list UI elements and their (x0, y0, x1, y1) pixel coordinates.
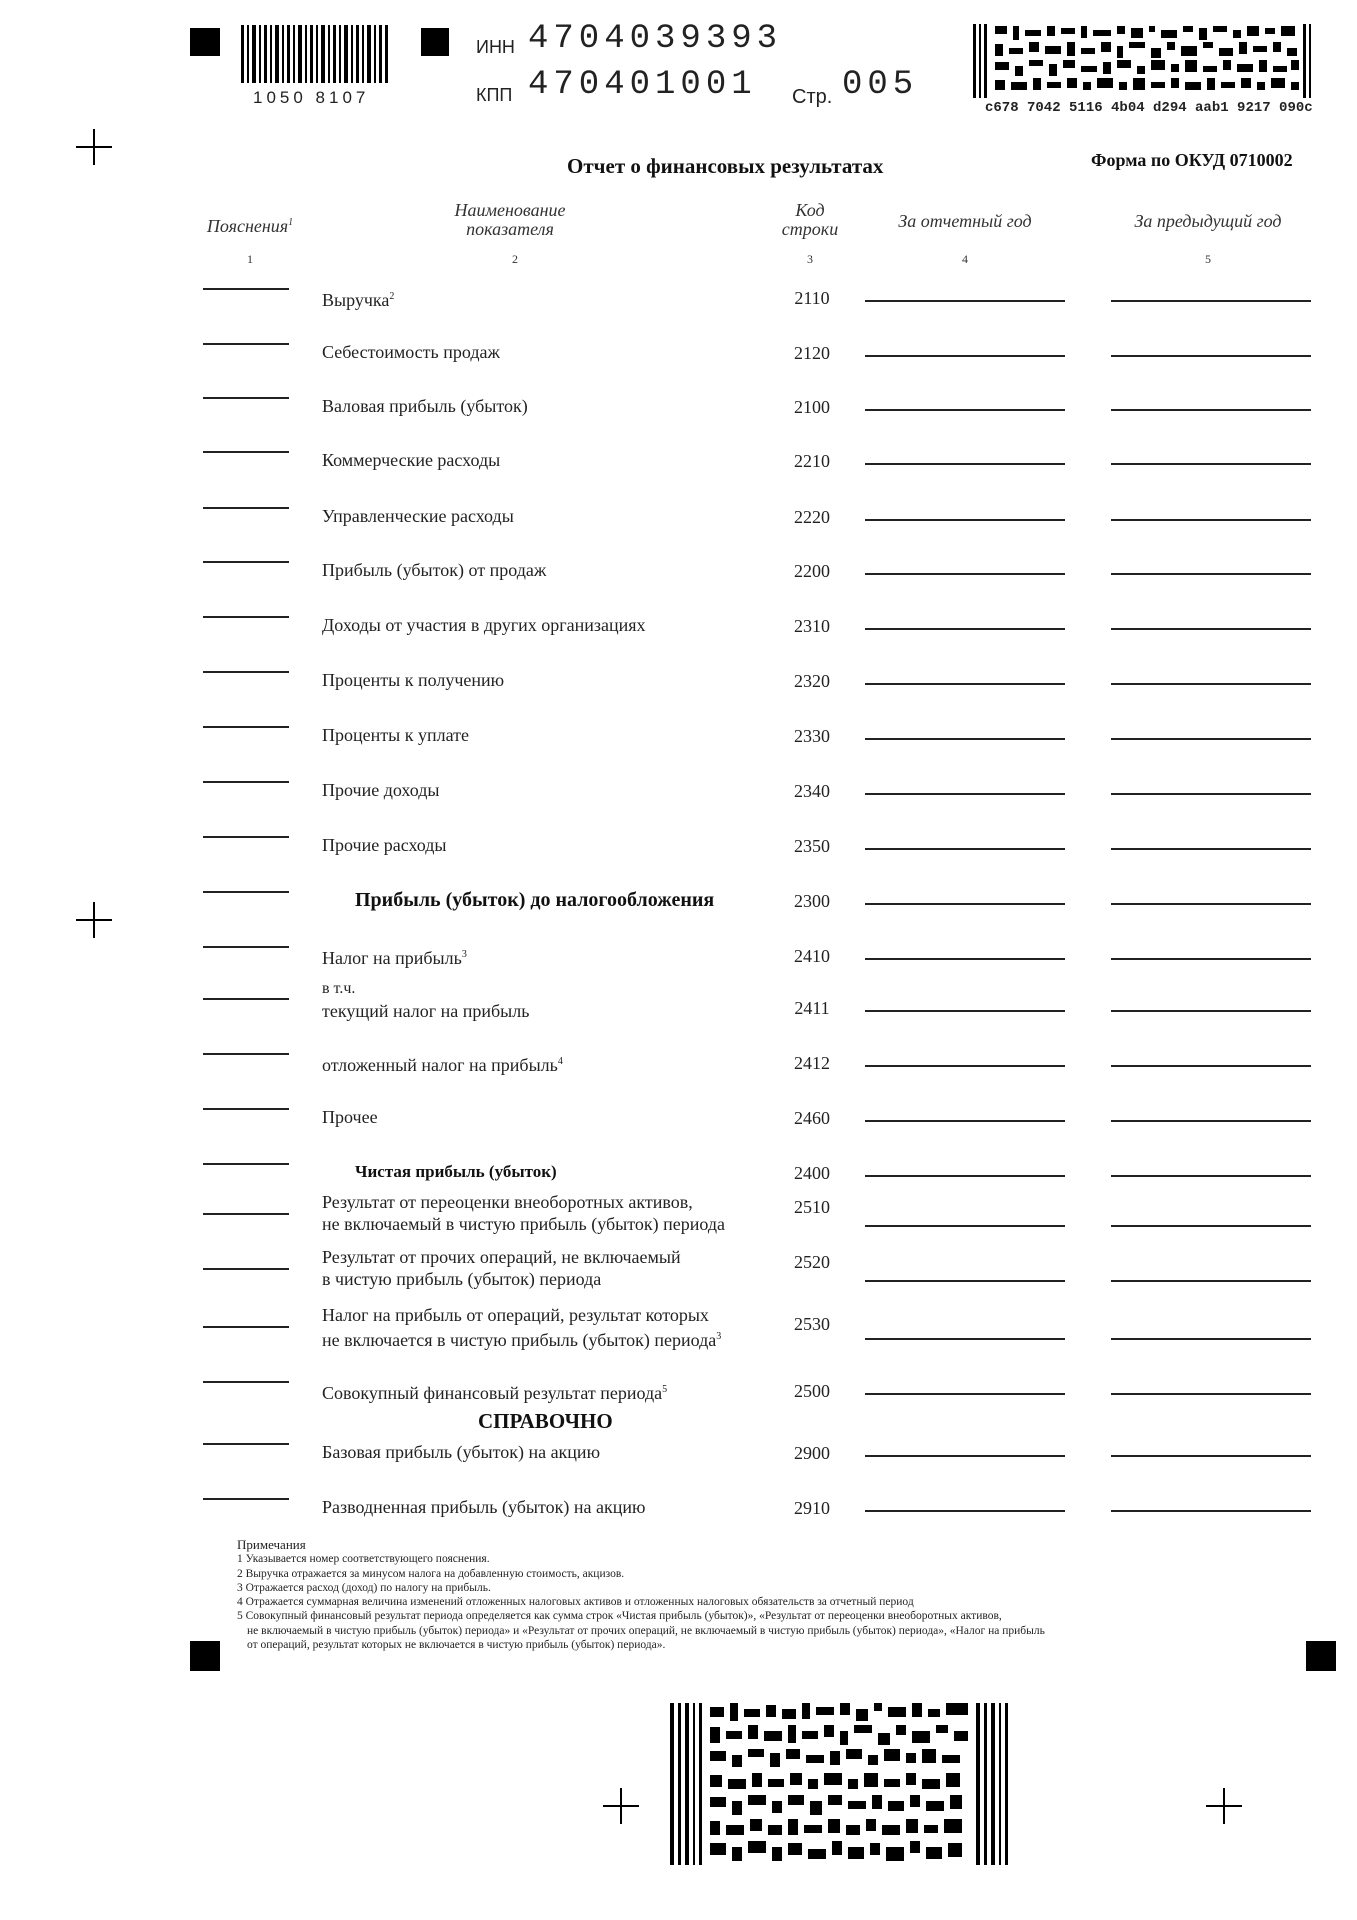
reporting-year-value-field[interactable] (865, 355, 1065, 357)
indicator-label-text: Прочие доходы (322, 780, 440, 800)
explanation-field-line[interactable] (203, 836, 289, 838)
indicator-label-text: Налог на прибыль от операций, результат которых (322, 1305, 709, 1325)
reporting-year-value-field[interactable] (865, 1510, 1065, 1512)
indicator-label (322, 944, 467, 969)
line-code: 2530 (794, 1314, 830, 1334)
indicator-label (322, 1496, 645, 1518)
registration-square-top-mid (421, 28, 449, 56)
form-code: Форма по ОКУД 0710002 (1091, 150, 1293, 170)
explanation-field-line[interactable] (203, 1053, 289, 1055)
indicator-label (322, 614, 646, 636)
note-line: от операций, результат которых не включается в чистую прибыль (убыток) периода». (247, 1639, 666, 1652)
previous-year-value-field[interactable] (1111, 1510, 1311, 1512)
indicator-label (322, 1304, 721, 1351)
explanation-field-line[interactable] (203, 998, 289, 1000)
previous-year-value-field[interactable] (1111, 355, 1311, 357)
reporting-year-value-field[interactable] (865, 1455, 1065, 1457)
reporting-year-value-field[interactable] (865, 738, 1065, 740)
crosshair-mark-middle (76, 902, 112, 938)
column-header-indicator-name: Наименование показателя (454, 200, 566, 239)
kpp-label: КПП (476, 85, 513, 105)
line-code: 2500 (794, 1381, 830, 1401)
previous-year-value-field[interactable] (1111, 463, 1311, 465)
explanation-field-line[interactable] (203, 781, 289, 783)
line-code: 2340 (794, 781, 830, 801)
indicator-label-text: Результат от прочих операций, не включаемый (322, 1247, 681, 1267)
page-value: 005 (842, 66, 919, 104)
explanation-field-line[interactable] (203, 1213, 289, 1215)
column-number-4: 4 (962, 252, 968, 266)
notes-title: Примечания (237, 1537, 306, 1552)
footnote-marker: 5 (662, 1384, 668, 1395)
indicator-label-text: Себестоимость продаж (322, 342, 500, 362)
indicator-label (322, 395, 528, 417)
indicator-label (322, 449, 500, 471)
previous-year-value-field[interactable] (1111, 409, 1311, 411)
indicator-label-text: Проценты к получению (322, 670, 505, 690)
explanation-field-line[interactable] (203, 1326, 289, 1328)
note-line: не включаемый в чистую прибыль (убыток) периода» и «Результат от прочих операций, не включаемый в чистую прибыль (убыток) периода», «Налог на прибыль (247, 1624, 1045, 1637)
datamatrix-code-bottom (670, 1703, 1010, 1865)
line-code: 2310 (794, 616, 830, 636)
indicator-label-text: Проценты к уплате (322, 725, 469, 745)
indicator-label (322, 505, 514, 527)
previous-year-value-field[interactable] (1111, 628, 1311, 630)
reporting-year-value-field[interactable] (865, 1338, 1065, 1340)
note-line: 3 Отражается расход (доход) по налогу на прибыль. (237, 1581, 491, 1594)
reporting-year-value-field[interactable] (865, 300, 1065, 302)
indicator-label-text: Чистая прибыль (убыток) (355, 1162, 557, 1181)
line-code: 2120 (794, 343, 830, 363)
indicator-label-text-line2: не включаемый в чистую прибыль (убыток) периода (322, 1214, 725, 1234)
line-code: 2350 (794, 836, 830, 856)
previous-year-value-field[interactable] (1111, 573, 1311, 575)
indicator-label-text: Валовая прибыль (убыток) (322, 396, 528, 416)
indicator-label (322, 1246, 681, 1290)
indicator-label-text: Прибыль (убыток) до налогообложения (355, 889, 715, 911)
previous-year-value-field[interactable] (1111, 1065, 1311, 1067)
explanation-field-line[interactable] (203, 1498, 289, 1500)
explanation-field-line[interactable] (203, 891, 289, 893)
note-line: 1 Указывается номер соответствующего пояснения. (237, 1553, 490, 1566)
note-line: 5 Совокупный финансовый результат периода определяется как сумма строк «Чистая прибыль (убыток)», «Результат от переоценки внеоборотных активов, (237, 1610, 1002, 1623)
crosshair-mark-bottom-right (1206, 1788, 1242, 1824)
footnote-marker: 3 (716, 1331, 722, 1342)
reporting-year-value-field[interactable] (865, 1225, 1065, 1227)
indicator-label (322, 978, 529, 1022)
explanation-field-line[interactable] (203, 616, 289, 618)
indicator-label-text: Налог на прибыль (322, 948, 462, 968)
indicator-label-text: Разводненная прибыль (убыток) на акцию (322, 1497, 646, 1517)
indicator-label-text: Управленческие расходы (322, 506, 514, 526)
line-code: 2300 (794, 891, 830, 911)
explanation-field-line[interactable] (203, 1108, 289, 1110)
explanation-field-line[interactable] (203, 561, 289, 563)
registration-square-top-left (190, 28, 220, 56)
line-code: 2900 (794, 1443, 830, 1463)
column-number-1: 1 (247, 252, 253, 266)
previous-year-value-field[interactable] (1111, 848, 1311, 850)
footnote-marker: 4 (557, 1056, 563, 1067)
reporting-year-value-field[interactable] (865, 519, 1065, 521)
indicator-label (322, 834, 447, 856)
previous-year-value-field[interactable] (1111, 738, 1311, 740)
column-header-explanations-sup: 1 (288, 217, 294, 228)
explanation-field-line[interactable] (203, 671, 289, 673)
indicator-label (322, 724, 469, 746)
indicator-label (322, 286, 394, 311)
reporting-year-value-field[interactable] (865, 628, 1065, 630)
line-code: 2412 (794, 1053, 830, 1073)
kpp-value: 470401001 (528, 66, 757, 104)
previous-year-value-field[interactable] (1111, 903, 1311, 905)
indicator-label (322, 1051, 563, 1076)
indicator-label (322, 1441, 600, 1463)
note-line: 2 Выручка отражается за минусом налога на добавленную стоимость, акцизов. (237, 1567, 625, 1580)
line-code: 2210 (794, 451, 830, 471)
previous-year-value-field[interactable] (1111, 683, 1311, 685)
indicator-label-text: Совокупный финансовый результат периода (322, 1383, 663, 1403)
indicator-label-text: Прибыль (убыток) от продаж (322, 560, 547, 580)
barcode-top (241, 25, 391, 85)
previous-year-value-field[interactable] (1111, 300, 1311, 302)
indicator-label (355, 1161, 557, 1183)
previous-year-value-field[interactable] (1111, 1120, 1311, 1122)
explanation-field-line[interactable] (203, 507, 289, 509)
indicator-label-text: текущий налог на прибыль (322, 1001, 530, 1021)
column-number-2: 2 (512, 252, 518, 266)
column-header-explanations: Пояснения$^1$ (206, 216, 294, 236)
reference-heading: СПРАВОЧНО (478, 1409, 613, 1433)
indicator-label-text: Базовая прибыль (убыток) на акцию (322, 1442, 601, 1462)
line-code: 2100 (794, 397, 830, 417)
explanation-field-line[interactable] (203, 451, 289, 453)
datamatrix-code-top (973, 24, 1315, 98)
indicator-label-text: Выручка (322, 290, 390, 310)
line-code: 2110 (794, 288, 830, 308)
indicator-label-text-line2: не включается в чистую прибыль (убыток) периода (322, 1330, 717, 1350)
indicator-label-text: отложенный налог на прибыль (322, 1055, 558, 1075)
reporting-year-value-field[interactable] (865, 683, 1065, 685)
previous-year-value-field[interactable] (1111, 1393, 1311, 1395)
indicator-label-text: Прочие расходы (322, 835, 447, 855)
indicator-label (355, 889, 714, 911)
indicator-label-text: Доходы от участия в других организациях (322, 615, 646, 635)
explanation-field-line[interactable] (203, 1163, 289, 1165)
previous-year-value-field[interactable] (1111, 1175, 1311, 1177)
notes-section (237, 1538, 1257, 1652)
previous-year-value-field[interactable] (1111, 793, 1311, 795)
line-code: 2330 (794, 726, 830, 746)
line-code: 2410 (794, 946, 830, 966)
line-code: 2200 (794, 561, 830, 581)
indicator-label (322, 559, 546, 581)
reporting-year-value-field[interactable] (865, 1393, 1065, 1395)
column-header-reporting-year: За отчетный год (898, 211, 1032, 231)
column-header-previous-year: За предыдущий год (1134, 211, 1282, 231)
reporting-year-value-field[interactable] (865, 1065, 1065, 1067)
indicator-label-text: Коммерческие расходы (322, 450, 501, 470)
inn-label: ИНН (476, 37, 515, 57)
previous-year-value-field[interactable] (1111, 1280, 1311, 1282)
previous-year-value-field[interactable] (1111, 1225, 1311, 1227)
barcode-number: 1050 8107 (253, 88, 370, 107)
reporting-year-value-field[interactable] (865, 848, 1065, 850)
previous-year-value-field[interactable] (1111, 1455, 1311, 1457)
column-header-line-code: Код строки (781, 200, 839, 239)
explanation-field-line[interactable] (203, 726, 289, 728)
reporting-year-value-field[interactable] (865, 903, 1065, 905)
reporting-year-value-field[interactable] (865, 573, 1065, 575)
column-number-3: 3 (807, 252, 813, 266)
line-code: 2320 (794, 671, 830, 691)
page-label: Стр. (792, 86, 833, 108)
reporting-year-value-field[interactable] (865, 1280, 1065, 1282)
indicator-label (322, 1191, 725, 1235)
line-code: 2400 (794, 1163, 830, 1183)
reporting-year-value-field[interactable] (865, 463, 1065, 465)
previous-year-value-field[interactable] (1111, 1338, 1311, 1340)
datamatrix-code-text: c678 7042 5116 4b04 d294 aab1 9217 090c (985, 100, 1313, 116)
explanation-field-line[interactable] (203, 288, 289, 290)
reporting-year-value-field[interactable] (865, 958, 1065, 960)
indicator-label-prefix: в т.ч. (322, 980, 356, 997)
indicator-label-text: Прочее (322, 1107, 378, 1127)
registration-square-bottom-left (190, 1641, 220, 1671)
indicator-label (322, 341, 500, 363)
reporting-year-value-field[interactable] (865, 409, 1065, 411)
indicator-label-text: Результат от переоценки внеоборотных активов, (322, 1192, 693, 1212)
explanation-field-line[interactable] (203, 946, 289, 948)
crosshair-mark-bottom-left (603, 1788, 639, 1824)
column-number-5: 5 (1205, 252, 1211, 266)
previous-year-value-field[interactable] (1111, 519, 1311, 521)
reporting-year-value-field[interactable] (865, 1175, 1065, 1177)
previous-year-value-field[interactable] (1111, 958, 1311, 960)
indicator-label (322, 1106, 378, 1128)
explanation-field-line[interactable] (203, 397, 289, 399)
line-code: 2520 (794, 1252, 830, 1272)
line-code: 2220 (794, 507, 830, 527)
line-code: 2460 (794, 1108, 830, 1128)
indicator-label (322, 669, 504, 691)
line-code: 2510 (794, 1197, 830, 1217)
note-line: 4 Отражается суммарная величина изменений отложенных налоговых активов и отложенных налоговых обязательств за отчетный период (237, 1596, 914, 1609)
report-title: Отчет о финансовых результатах (567, 154, 884, 178)
footnote-marker: 3 (461, 949, 467, 960)
previous-year-value-field[interactable] (1111, 1010, 1311, 1012)
reporting-year-value-field[interactable] (865, 1010, 1065, 1012)
indicator-label (322, 1379, 667, 1404)
explanation-field-line[interactable] (203, 1443, 289, 1445)
crosshair-mark-top (76, 129, 112, 165)
reporting-year-value-field[interactable] (865, 793, 1065, 795)
inn-value: 4704039393 (528, 20, 783, 58)
line-code: 2411 (794, 998, 830, 1018)
reporting-year-value-field[interactable] (865, 1120, 1065, 1122)
indicator-label (322, 779, 439, 801)
registration-square-bottom-right (1306, 1641, 1336, 1671)
explanation-field-line[interactable] (203, 1381, 289, 1383)
footnote-marker: 2 (389, 291, 395, 302)
explanation-field-line[interactable] (203, 1268, 289, 1270)
line-code: 2910 (794, 1498, 830, 1518)
explanation-field-line[interactable] (203, 343, 289, 345)
indicator-label-text-line2: в чистую прибыль (убыток) периода (322, 1269, 602, 1289)
